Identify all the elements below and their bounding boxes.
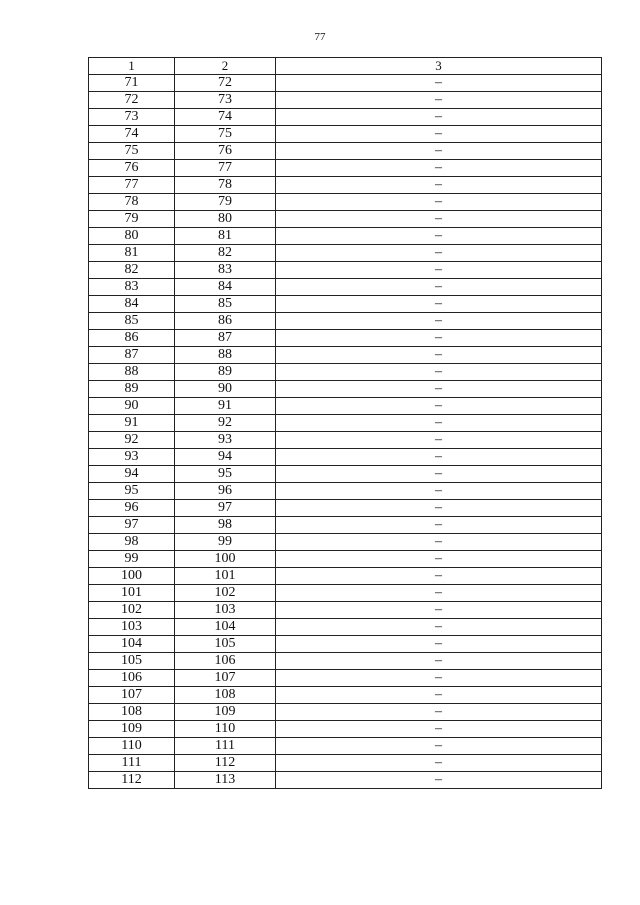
table-cell: –: [276, 364, 602, 381]
table-cell: 108: [89, 704, 175, 721]
table-cell: 94: [89, 466, 175, 483]
table-cell: –: [276, 551, 602, 568]
table-cell: 100: [175, 551, 276, 568]
table-cell: 89: [89, 381, 175, 398]
table-cell: 111: [175, 738, 276, 755]
table-cell: 104: [175, 619, 276, 636]
table-cell: –: [276, 755, 602, 772]
table-row: [89, 653, 602, 670]
table-cell: 106: [89, 670, 175, 687]
table-row: [89, 347, 602, 364]
table-row: [89, 432, 602, 449]
table-header-row: [89, 58, 602, 75]
table-row: [89, 194, 602, 211]
table-cell: 95: [89, 483, 175, 500]
table-cell: –: [276, 568, 602, 585]
table-cell: 108: [175, 687, 276, 704]
table-cell: 74: [89, 126, 175, 143]
table-row: [89, 279, 602, 296]
table-cell: 75: [175, 126, 276, 143]
table-cell: 79: [175, 194, 276, 211]
data-table: [88, 57, 602, 789]
table-row: [89, 126, 602, 143]
table-row: [89, 381, 602, 398]
table-body: [89, 58, 602, 789]
table-cell: –: [276, 92, 602, 109]
table-row: [89, 109, 602, 126]
table-cell: –: [276, 126, 602, 143]
table-cell: –: [276, 177, 602, 194]
table-cell: 73: [89, 109, 175, 126]
table-row: [89, 160, 602, 177]
table-cell: –: [276, 670, 602, 687]
table-cell: 110: [89, 738, 175, 755]
table-cell: 79: [89, 211, 175, 228]
table-cell: –: [276, 534, 602, 551]
table-cell: 73: [175, 92, 276, 109]
table-cell: 97: [89, 517, 175, 534]
table-row: [89, 517, 602, 534]
table-cell: 93: [175, 432, 276, 449]
table-cell: 112: [89, 772, 175, 789]
table-cell: 102: [175, 585, 276, 602]
table-row: [89, 721, 602, 738]
table-cell: 92: [89, 432, 175, 449]
page-number: 77: [314, 31, 326, 43]
table-row: [89, 483, 602, 500]
table-row: [89, 313, 602, 330]
table-row: [89, 330, 602, 347]
table-cell: 104: [89, 636, 175, 653]
table-cell: 87: [89, 347, 175, 364]
column-header: 1: [89, 58, 175, 75]
table-cell: –: [276, 687, 602, 704]
table-cell: 81: [175, 228, 276, 245]
table-row: [89, 143, 602, 160]
table-row: [89, 177, 602, 194]
table-cell: 84: [175, 279, 276, 296]
table-cell: –: [276, 619, 602, 636]
table-cell: –: [276, 398, 602, 415]
table-cell: 99: [175, 534, 276, 551]
table-row: [89, 449, 602, 466]
table-cell: 103: [175, 602, 276, 619]
table-cell: 80: [175, 211, 276, 228]
table-cell: 72: [89, 92, 175, 109]
table-row: [89, 738, 602, 755]
table-cell: 99: [89, 551, 175, 568]
table-cell: 78: [89, 194, 175, 211]
table-cell: 97: [175, 500, 276, 517]
table-row: [89, 211, 602, 228]
table-cell: –: [276, 296, 602, 313]
table-cell: –: [276, 721, 602, 738]
table-row: [89, 636, 602, 653]
table-cell: –: [276, 313, 602, 330]
table-cell: 106: [175, 653, 276, 670]
table-cell: 83: [175, 262, 276, 279]
table-cell: 77: [175, 160, 276, 177]
table-row: [89, 364, 602, 381]
table-row: [89, 262, 602, 279]
table-cell: 109: [175, 704, 276, 721]
table-cell: –: [276, 602, 602, 619]
table-cell: 77: [89, 177, 175, 194]
table-row: [89, 296, 602, 313]
table-cell: 85: [175, 296, 276, 313]
table-cell: 103: [89, 619, 175, 636]
table-cell: 87: [175, 330, 276, 347]
table-cell: 110: [175, 721, 276, 738]
table-cell: 95: [175, 466, 276, 483]
table-cell: –: [276, 483, 602, 500]
table-cell: –: [276, 466, 602, 483]
table-cell: 105: [89, 653, 175, 670]
table-cell: –: [276, 500, 602, 517]
table-cell: –: [276, 738, 602, 755]
table-cell: 113: [175, 772, 276, 789]
table-cell: –: [276, 330, 602, 347]
table-cell: 109: [89, 721, 175, 738]
table-cell: –: [276, 262, 602, 279]
table-row: [89, 619, 602, 636]
table-cell: 88: [175, 347, 276, 364]
table-row: [89, 551, 602, 568]
table-cell: 82: [89, 262, 175, 279]
table-cell: 101: [89, 585, 175, 602]
table-cell: –: [276, 381, 602, 398]
table-cell: –: [276, 160, 602, 177]
table-row: [89, 602, 602, 619]
table-cell: 76: [89, 160, 175, 177]
table-row: [89, 704, 602, 721]
table-cell: 72: [175, 75, 276, 92]
table-row: [89, 415, 602, 432]
table-cell: 89: [175, 364, 276, 381]
table-row: [89, 466, 602, 483]
table-row: [89, 398, 602, 415]
table-cell: –: [276, 432, 602, 449]
table-cell: 101: [175, 568, 276, 585]
table-cell: 82: [175, 245, 276, 262]
table-row: [89, 568, 602, 585]
table-cell: 107: [89, 687, 175, 704]
table-cell: 81: [89, 245, 175, 262]
table-cell: 86: [89, 330, 175, 347]
table-cell: –: [276, 211, 602, 228]
table-cell: –: [276, 653, 602, 670]
table-cell: 96: [89, 500, 175, 517]
table-cell: –: [276, 704, 602, 721]
table-cell: 84: [89, 296, 175, 313]
table-cell: 100: [89, 568, 175, 585]
table-cell: 90: [89, 398, 175, 415]
table-row: [89, 755, 602, 772]
table-cell: 76: [175, 143, 276, 160]
table-cell: –: [276, 517, 602, 534]
table-cell: 86: [175, 313, 276, 330]
table-cell: 98: [89, 534, 175, 551]
table-cell: –: [276, 194, 602, 211]
table-cell: –: [276, 143, 602, 160]
column-header: 3: [276, 58, 602, 75]
table-cell: 83: [89, 279, 175, 296]
table-cell: 71: [89, 75, 175, 92]
table-cell: 91: [89, 415, 175, 432]
table-row: [89, 500, 602, 517]
table-row: [89, 92, 602, 109]
table-cell: 85: [89, 313, 175, 330]
table-cell: –: [276, 75, 602, 92]
table-cell: –: [276, 449, 602, 466]
table-cell: 88: [89, 364, 175, 381]
table-cell: 91: [175, 398, 276, 415]
table-cell: –: [276, 109, 602, 126]
table-cell: 112: [175, 755, 276, 772]
column-header: 2: [175, 58, 276, 75]
table-row: [89, 228, 602, 245]
table-cell: 90: [175, 381, 276, 398]
table-cell: 111: [89, 755, 175, 772]
table-cell: 98: [175, 517, 276, 534]
table-cell: –: [276, 228, 602, 245]
table-row: [89, 687, 602, 704]
table-cell: –: [276, 415, 602, 432]
table-cell: –: [276, 347, 602, 364]
table-cell: 102: [89, 602, 175, 619]
table-cell: 78: [175, 177, 276, 194]
table-cell: 107: [175, 670, 276, 687]
table-cell: 93: [89, 449, 175, 466]
table-cell: 75: [89, 143, 175, 160]
table-cell: 80: [89, 228, 175, 245]
table-row: [89, 245, 602, 262]
table-cell: 74: [175, 109, 276, 126]
table-row: [89, 75, 602, 92]
table-row: [89, 772, 602, 789]
table-cell: 92: [175, 415, 276, 432]
table-cell: 96: [175, 483, 276, 500]
table-cell: –: [276, 279, 602, 296]
table-cell: –: [276, 585, 602, 602]
table-cell: –: [276, 245, 602, 262]
table-cell: 94: [175, 449, 276, 466]
table-row: [89, 585, 602, 602]
table-cell: –: [276, 772, 602, 789]
table-cell: –: [276, 636, 602, 653]
table-row: [89, 670, 602, 687]
table-cell: 105: [175, 636, 276, 653]
table-row: [89, 534, 602, 551]
